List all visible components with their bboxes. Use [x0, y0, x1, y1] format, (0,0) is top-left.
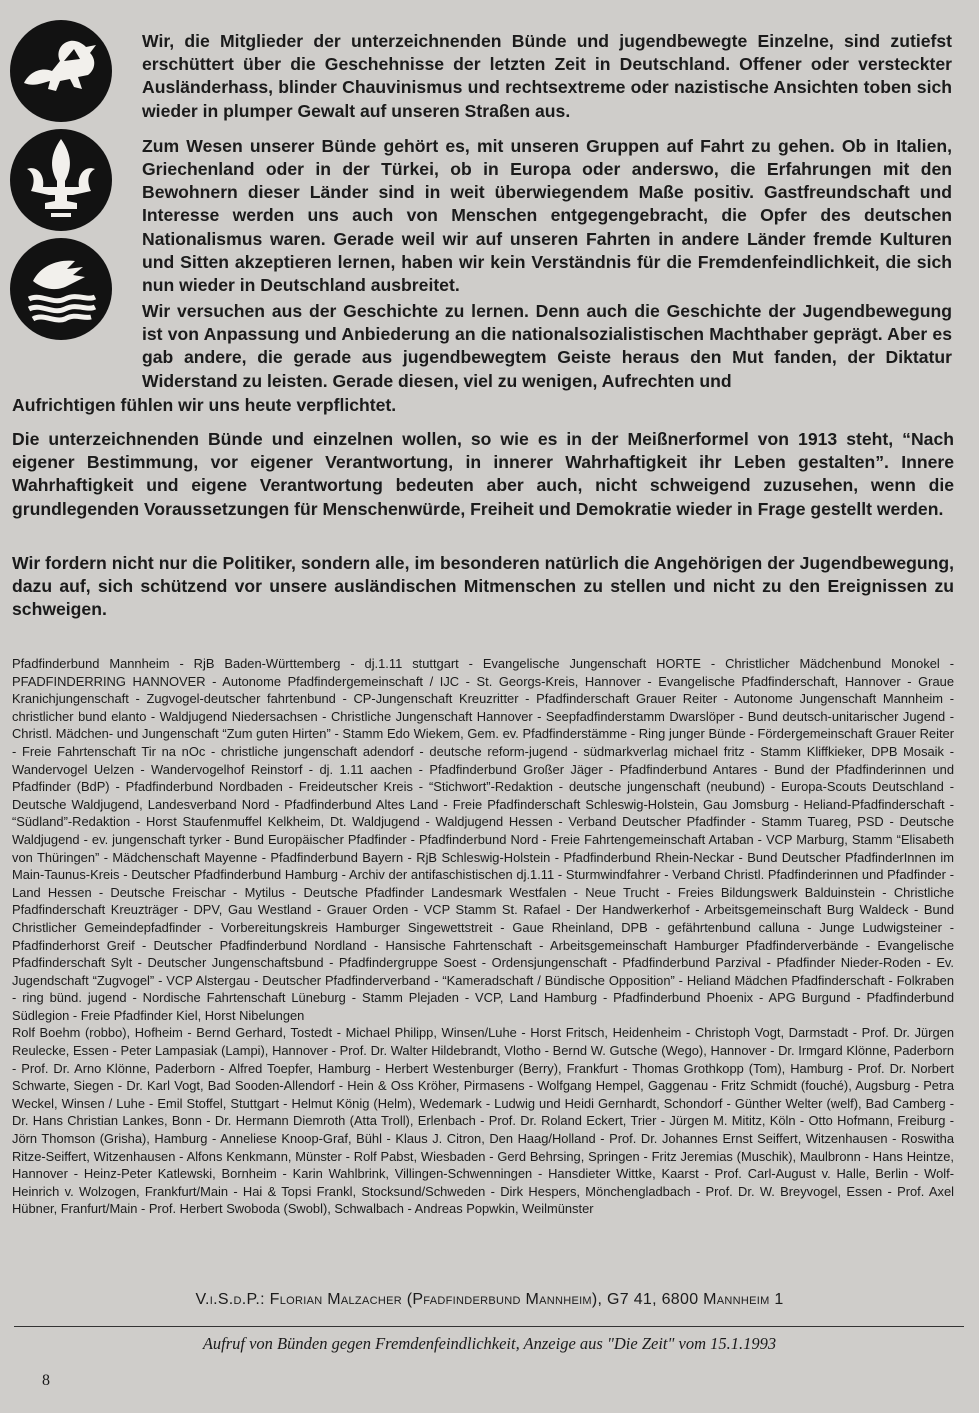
caption: Aufruf von Bünden gegen Fremdenfeindlichkeit, Anzeige aus "Die Zeit" vom 15.1.1993	[202, 1334, 777, 1353]
signatory-individuals: Rolf Boehm (robbo), Hofheim - Bernd Gerhard, Tostedt - Michael Philipp, Winsen/Luhe - Horst Fritsch, Heidenheim - Christoph Vogt, Darmstadt - Prof. Dr. Jürgen Reulecke, Essen - Peter Lampasiak (Lampi), Hannover - Prof. Dr. Walter Hildebrandt, Vlotho - Bernd W. Gutsche (Wego), Hannover - Dr. Irmgard Klönne, Paderborn - Prof. Dr. Arno Klönne, Paderborn - Alfred Toepfer, Hamburg - Herbert Westenburger (Berry), Frankfurt - Thomas Grothkopp (Tom), Hamburg - Prof. Dr. Norbert Schwarte, Siegen - Dr. Karl Vogt, Bad Sooden-Allendorf - Hein & Oss Kröher, Pirmasens - Wolfgang Hempel, Gaggenau - Fritz Schmidt (fouché), Augsburg - Petra Weckel, Winsen / Luhe - Emil Stoffel, Stuttgart - Helmut König (Helm), Wedemark - Ludwig und Heidi Gernhardt, Schondorf - Günther Welter (welf), Bad Camberg - Dr. Hans Christian Lankes, Bonn - Dr. Hermann Diemroth (Atta Troll), Erlenbach - Prof. Dr. Roland Eckert, Trier - Jürgen M. Mititz, Köln - Otto Hofmann, Freiburg - Jörn Thomson (Grisha), Hamburg - Anneliese Knoop-Graf, Bühl - Klaus J. Citron, Den Haag/Holland - Prof. Dr. Johannes Ernst Seiffert, Witzenhausen - Roswitha Ritze-Seiffert, Witzenhausen - Alfons Kenkmann, Münster - Rolf Pabst, Wiesbaden - Gerd Behrsing, Springen - Fritz Jeremias (Muschik), Maulbronn - Hans Heintze, Hannover - Heinz-Peter Katlewski, Bornheim - Karin Wahlbrink, Villingen-Schwenningen - Hansdieter Wittke, Kaarst - Prof. Carl-August v. Halle, Berlin - Wolf-Heinrich v. Wolzogen, Frankfurt/Main - Hai & Topsi Frankl, Stocksund/Schweden - Dirk Hespers, Mönchengladbach - Prof. Dr. W. Breyvogel, Essen - Prof. Axel Hübner, Franfurt/Main - Prof. Herbert Swoboda (Swobl), Schwalbach - Andreas Popwkin, Weilmünster	[12, 1025, 954, 1217]
emblem-column	[10, 20, 128, 347]
paragraph-2: Zum Wesen unserer Bünde gehört es, mit unseren Gruppen auf Fahrt zu gehen. Ob in Italien, Griechenland oder in der Türkei, ob in Europa oder anderswo, die Erfahrungen mit den Bewohnern dieser Länder sind in weit überwiegendem Maße positiv. Gastfreundschaft und Interesse werden uns auch von Menschen entgegengebracht, die Opfer des deutschen Nationalismus waren. Gerade weil wir auf unseren Fahrten in andere Länder fremde Kulturen und Sitten akzeptieren lernen, haben wir kein Verständnis für die Fremdenfeindlichkeit, die sich nun wieder in Deutschland ausbreitet.	[142, 135, 952, 296]
bird-waves-icon	[10, 238, 112, 340]
paragraph-5: Wir fordern nicht nur die Politiker, sondern alle, im besonderen natürlich die Angehörigen der Jugendbewegung, dazu auf, sich schützend vor unsere ausländischen Mitmenschen zu stellen und nicht zu den Ereignissen zu schweigen.	[12, 553, 954, 620]
signatories-list	[12, 655, 954, 1218]
intro-text	[142, 30, 952, 309]
griffin-icon	[10, 20, 112, 122]
visdp-line: V.i.S.d.P.: Florian Malzacher (Pfadfinderbund Mannheim), G7 41, 6800 Mannheim 1	[195, 1291, 784, 1308]
paragraph-4: Die unterzeichnenden Bünde und einzelnen wollen, so wie es in der Meißnerformel von 1913 steht, “Nach eigener Bestimmung, vor eigener Verantwortung, in innerer Wahrhaftigkeit ihr Leben gestalten”. Innere Wahrhaftigkeit und eigene Verantwortung bedeuten aber auch, nicht schweigend zuzusehen, wenn die grundlegenden Voraussetzungen für Menschenwürde, Freiheit und Demokratie wieder in Frage gestellt werden.	[12, 429, 954, 519]
fleur-de-lis-icon	[10, 129, 112, 231]
page-number: 8	[42, 1372, 50, 1389]
divider	[14, 1326, 964, 1327]
paragraph-1: Wir, die Mitglieder der unterzeichnenden Bünde und jugendbewegte Einzelne, sind zutiefst erschüttert über die Geschehnisse der letzten Zeit in Deutschland. Offener oder versteckter Ausländerhass, blinder Chauvinismus und rechtsextreme oder nazistische Ansichten toben sich wieder in plumper Gewalt auf unseren Straßen aus.	[142, 31, 952, 121]
paragraph-3-end: Aufrichtigen fühlen wir uns heute verpflichtet.	[12, 395, 397, 415]
signatory-groups: Pfadfinderbund Mannheim - RjB Baden-Württemberg - dj.1.11 stuttgart - Evangelische Jungenschaft HORTE - Christlicher Mädchenbund Monokel - PFADFINDERRING HANNOVER - Autonome Pfadfindergemeinschaft / IJC - St. Georgs-Kreis, Hannover - Evangelische Pfadfinderschaft, Hannover - Graue Kranichjungenschaft - Zugvogel-deutscher fahrtenbund - CP-Jungenschaft Kreuzritter - Pfadfinderschaft Grauer Reiter - Autonome Jungenschaft Mannheim - christlicher bund elanto - Waldjugend Niedersachsen - Christliche Jungenschaft Hannover - Seepfadfinderstamm Dwarslöper - Bund deutsch-unitarischer Jugend - Christl. Mädchen- und Jungenschaft “Zum guten Hirten” - Stamm Edo Wiekem, Gem. ev. Pfadfinderstämme - Ring junger Bünde - Fördergemeinschaft Grauer Reiter - Freie Fahrtenschaft Tir na nOc - christliche jungenschaft adendorf - deutsche reform-jugend - südmarkverlag michael fritz - Stamm Kliffkieker, DPB Mosaik - Wandervogel Uelzen - Wandervogelhof Reinstorf - dj. 1.11 aachen - Pfadfinderbund Großer Jäger - Pfadfinderbund Antares - Bund der Pfadfinderinnen und Pfadfinder (BdP) - Pfadfinderbund Nordbaden - Freideutscher Kreis - “Stichwort”-Redaktion - deutsche jungenschaft (neubund) - Europa-Scouts Deutschland - Deutsche Waldjugend, Landesverband Nord - Pfadfinderbund Altes Land - Freie Pfadfinderschaft Schleswig-Holstein, Gau Jomsburg - Heliand-Pfadfinderschaft - “Südland”-Redaktion - Horst Staufenmuffel Kelkheim, Dt. Waldjugend - Waldjugend Hessen - Verband Deutscher Pfadfinder - Stamm Tuareg, PSD - Deutsche Waldjugend - ev. jungenschaft tyrker - Bund Europäischer Pfadfinder - Pfadfinderbund Nord - Freie Fahrtengemeinschaft Artaban - VCP Marburg, Stamm “Elisabeth von Thüringen” - Mädchenschaft Mayenne - Pfadfinderbund Bayern - RjB Schleswig-Holstein - Pfadfinderbund Rhein-Neckar - Bund Deutscher PfadfinderInnen im Main-Taunus-Kreis - Deutscher Pfadfinderbund Hamburg - Archiv der antifaschistischen dj.1.11 - Sturmwindfahrer - Verband Christl. Pfadfinderinnen und Pfadfinder - Land Hessen - Deutsche Freischar - Mytilus - Deutsche Pfadfinder Landesmark Westfalen - Neue Trucht - Freies Bildungswerk Balduinstein - Christliche Pfadfinderschaft Kreuzträger - DPV, Gau Westland - Grauer Orden - VCP Stamm St. Rafael - Der Handwerkerhof - Arbeitsgemeinschaft Burg Waldeck - Bund Christlicher Gemeindepfadfinder - Vorbereitungskreis Hamburger Singewettstreit - Gaue Rheinland, DPB - gefährtenbund calluna - Junge Ludwigsteiner - Pfadfinderhorst Greif - Deutscher Pfadfinderbund Nordland - Hansische Fahrtenschaft - Arbeitsgemeinschaft Hamburger Pfadfinderverbände - Evangelische Pfadfinderschaft Sylt - Deutscher Jungenschaftsbund - Pfadfindergruppe Soest - Ordensjungenschaft - Pfadfinderbund Parzival - Pfadfinder Nieder-Roden - Ev. Jugendschaft “Zugvogel” - VCP Alstergau - Deutscher Pfadfinderverband - “Kameradschaft / Bündische Opposition” - Heliand Mädchen Pfadfinderschaft - Folkraben - ring bünd. jugend - Nordische Fahrtenschaft Lüneburg - Stamm Plejaden - VCP, Land Hamburg - Pfadfinderbund Phoenix - APG Burgund - Pfadfinderbund Südlegion - Freie Pfadfinder Kiel, Horst Nibelungen	[12, 656, 954, 1023]
paragraph-3: Wir versuchen aus der Geschichte zu lernen. Denn auch die Geschichte der Jugendbewegung ist von Anpassung und Anbiederung an die nationalsozialistischen Machthaber geprägt. Aber es gab andere, die gerade aus jugendbewegtem Geiste heraus den Mut fanden, der Diktatur Widerstand zu leisten. Gerade diesen, viel zu wenigen, Aufrechten und	[142, 301, 952, 391]
